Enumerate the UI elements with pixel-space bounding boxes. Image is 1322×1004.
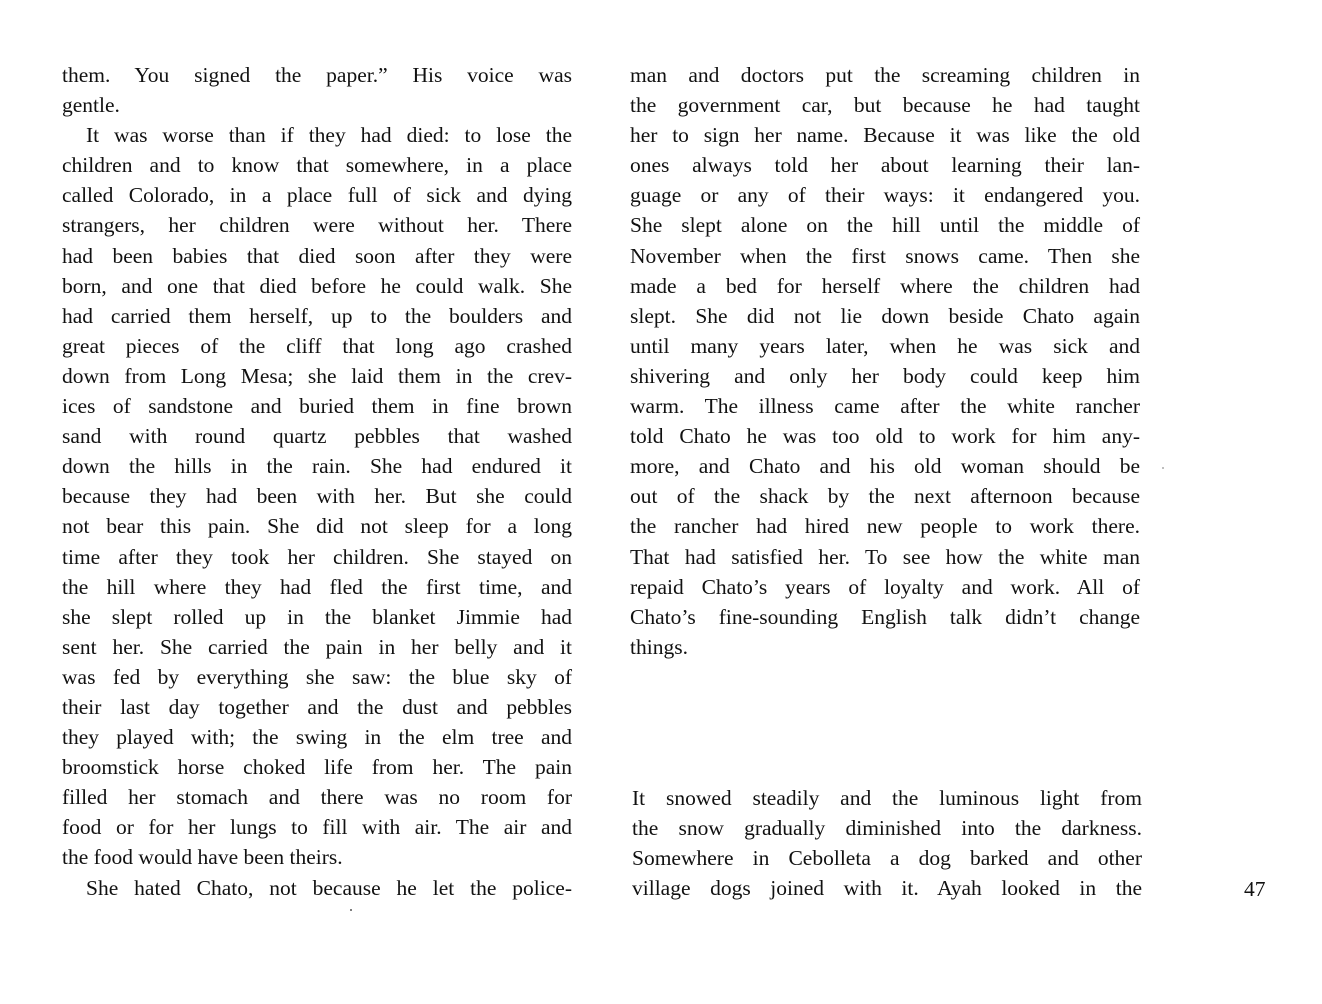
text-line: she slept rolled up in the blanket Jimmie had <box>62 604 572 629</box>
text-line: the snow gradually diminished into the darkness. <box>632 816 1142 841</box>
text-line: filled her stomach and there was no room for <box>62 785 572 810</box>
text-line: had been babies that died soon after they were <box>62 243 572 268</box>
text-line: village dogs joined with it. Ayah looked in the <box>632 876 1142 901</box>
text-line: Somewhere in Cebolleta a dog barked and other <box>632 846 1142 871</box>
text-line: called Colorado, in a place full of sick and dying <box>62 183 572 208</box>
text-line: down the hills in the rain. She had endured it <box>62 454 572 479</box>
text-line: born, and one that died before he could walk. She <box>62 273 572 298</box>
print-speck <box>350 909 352 911</box>
text-line: It was worse than if they had died: to lose the <box>86 123 572 148</box>
text-line: they played with; the swing in the elm tree and <box>62 725 572 750</box>
text-line: slept. She did not lie down beside Chato again <box>630 303 1140 328</box>
text-line: them. You signed the paper.” His voice was <box>62 63 572 87</box>
text-line: broomstick horse choked life from her. The pain <box>62 755 572 780</box>
text-line: out of the shack by the next afternoon because <box>630 484 1140 509</box>
text-line: down from Long Mesa; she laid them in the crev- <box>62 363 572 388</box>
text-line: the government car, but because he had taught <box>630 93 1140 118</box>
text-line: more, and Chato and his old woman should be <box>630 454 1140 479</box>
text-line: It snowed steadily and the luminous light from <box>632 786 1142 810</box>
text-line: sand with round quartz pebbles that washed <box>62 424 572 449</box>
text-line: told Chato he was too old to work for him any- <box>630 424 1140 449</box>
text-line: things. <box>630 634 688 659</box>
text-line: made a bed for herself where the children had <box>630 273 1140 298</box>
text-line: November when the first snows came. Then she <box>630 243 1140 268</box>
text-line: was fed by everything she saw: the blue sky of <box>62 664 572 689</box>
left-text-column <box>62 60 572 903</box>
text-line: because they had been with her. But she could <box>62 484 572 509</box>
print-speck <box>1162 467 1164 469</box>
text-line: repaid Chato’s years of loyalty and work. All of <box>630 574 1140 599</box>
text-line: shivering and only her body could keep him <box>630 363 1140 388</box>
text-line: ones always told her about learning their lan- <box>630 153 1140 178</box>
text-line: warm. The illness came after the white rancher <box>630 394 1140 419</box>
text-line: sent her. She carried the pain in her belly and it <box>62 634 572 659</box>
text-line: their last day together and the dust and pebbles <box>62 694 572 719</box>
text-line: That had satisfied her. To see how the white man <box>630 544 1140 569</box>
text-line: ices of sandstone and buried them in fine brown <box>62 394 572 419</box>
text-line: great pieces of the cliff that long ago crashed <box>62 333 572 358</box>
text-line: children and to know that somewhere, in a place <box>62 153 572 178</box>
text-line: food or for her lungs to fill with air. The air and <box>62 815 572 840</box>
text-line: the rancher had hired new people to work there. <box>630 514 1140 539</box>
right-text-column-section-2 <box>632 783 1142 903</box>
text-line: the hill where they had fled the first time, and <box>62 574 572 599</box>
right-text-column <box>630 60 1140 662</box>
text-line: She slept alone on the hill until the middle of <box>630 213 1140 238</box>
text-line: until many years later, when he was sick and <box>630 333 1140 358</box>
text-line: man and doctors put the screaming children in <box>630 63 1140 87</box>
text-line: had carried them herself, up to the boulders and <box>62 303 572 328</box>
text-line: not bear this pain. She did not sleep for a long <box>62 514 572 539</box>
text-line: the food would have been theirs. <box>62 845 343 870</box>
text-line: her to sign her name. Because it was like the old <box>630 123 1140 148</box>
text-line: time after they took her children. She stayed on <box>62 544 572 569</box>
text-line: gentle. <box>62 93 120 118</box>
text-line: strangers, her children were without her. There <box>62 213 572 238</box>
text-line: guage or any of their ways: it endangered you. <box>630 183 1140 208</box>
text-line: She hated Chato, not because he let the police- <box>86 875 572 900</box>
text-line: Chato’s fine-sounding English talk didn’t change <box>630 604 1140 629</box>
page-number: 47 <box>1244 877 1266 901</box>
